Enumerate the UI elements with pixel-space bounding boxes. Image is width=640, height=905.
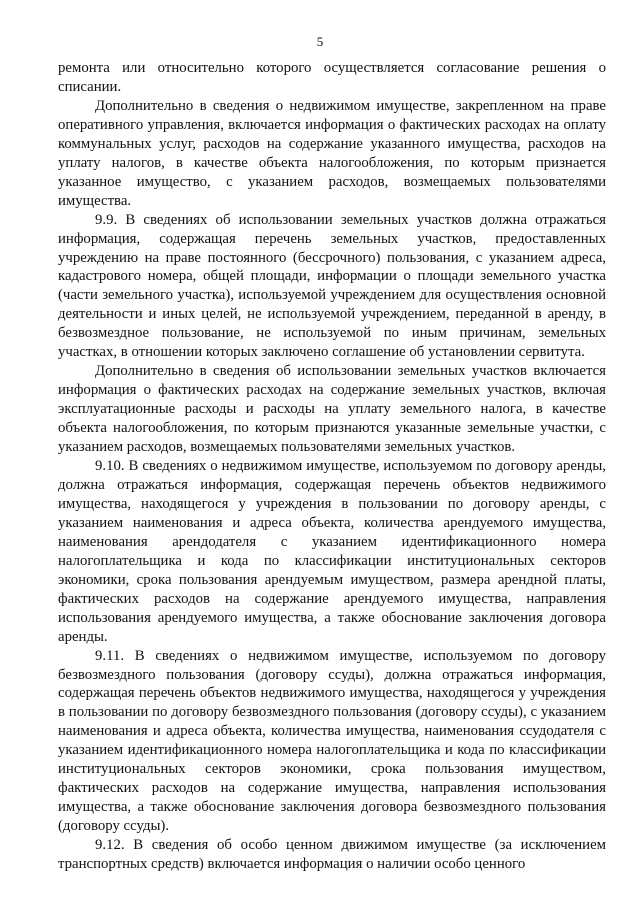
paragraph-9-11-free-use: 9.11. В сведениях о недвижимом имуществе, используемом по договору безвозмездного пользования (договору ссуды), должна отражаться информация, содержащая перечень объектов недвижимого имущества, находящегося у учреждения в пользовании по договору безвозмездного пользования (договору ссуды), с указанием наименования и адреса объекта, количества имущества, наименования ссудодателя с указанием идентификационного номера налогоплательщика и кода по классификации институциональных секторов экономики, срока пользования имуществом, фактических расходов на содержание имущества, направления использования имущества, а также обоснование заключения договора безвозмездного пользования (договору ссуды). [58, 647, 606, 835]
paragraph-additional-operational-management: Дополнительно в сведения о недвижимом имуществе, закрепленном на праве оперативного управления, включается информация о фактических расходах на оплату коммунальных услуг, расходов на содержание указанного имущества, расходов на уплату налогов, в качестве объекта налогообложения, по которым признается указанное имущество, с указанием расходов, возмещаемых пользователями имущества. [58, 97, 606, 209]
paragraph-9-10-lease: 9.10. В сведениях о недвижимом имуществе, используемом по договору аренды, должна отражаться информация, содержащая перечень объектов недвижимого имущества, находящегося у учреждения в пользовании по договору аренды, с указанием наименования и адреса объекта, количества арендуемого имущества, наименования арендодателя с указанием идентификационного номера налогоплательщика и кода по классификации институциональных секторов экономики, срока пользования арендуемым имуществом, размера арендной платы, фактических расходов на содержание арендуемого имущества, направления использования арендуемого имущества, а также обоснование заключения договора аренды. [58, 458, 606, 645]
paragraph-continuation: ремонта или относительно которого осуществляется согласование решения о списании. [58, 60, 606, 95]
paragraph-9-12-valuable-movable: 9.12. В сведения об особо ценном движимом имуществе (за исключением транспортных средств) включается информация о наличии особо ценного [58, 837, 606, 873]
paragraph-additional-land-plots: Дополнительно в сведения об использовании земельных участков включается информация о фактических расходах на содержание земельных участков, включая эксплуатационные расходы и расходы на уплату земельного налога, в качестве объекта налогообложения, по которым признаются указанные земельные участки, с указанием расходов, возмещаемых пользователями земельных участков. [58, 363, 606, 456]
page-number: 5 [316, 34, 324, 49]
document-body [58, 59, 606, 874]
paragraph-9-9-land-plots: 9.9. В сведениях об использовании земельных участков должна отражаться информация, содержащая перечень земельных участков, предоставленных учреждению на праве постоянного (бессрочного) пользования, с указанием адреса, кадастрового номера, общей площади, информации о площади земельного участка (части земельного участка), используемой учреждением для осуществления основной деятельности и иных целей, не используемой учреждением, переданной в аренду, в безвозмездное пользование, не используемой по иным причинам, земельных участках, в отношении которых заключено соглашение об установлении сервитута. [58, 211, 606, 361]
